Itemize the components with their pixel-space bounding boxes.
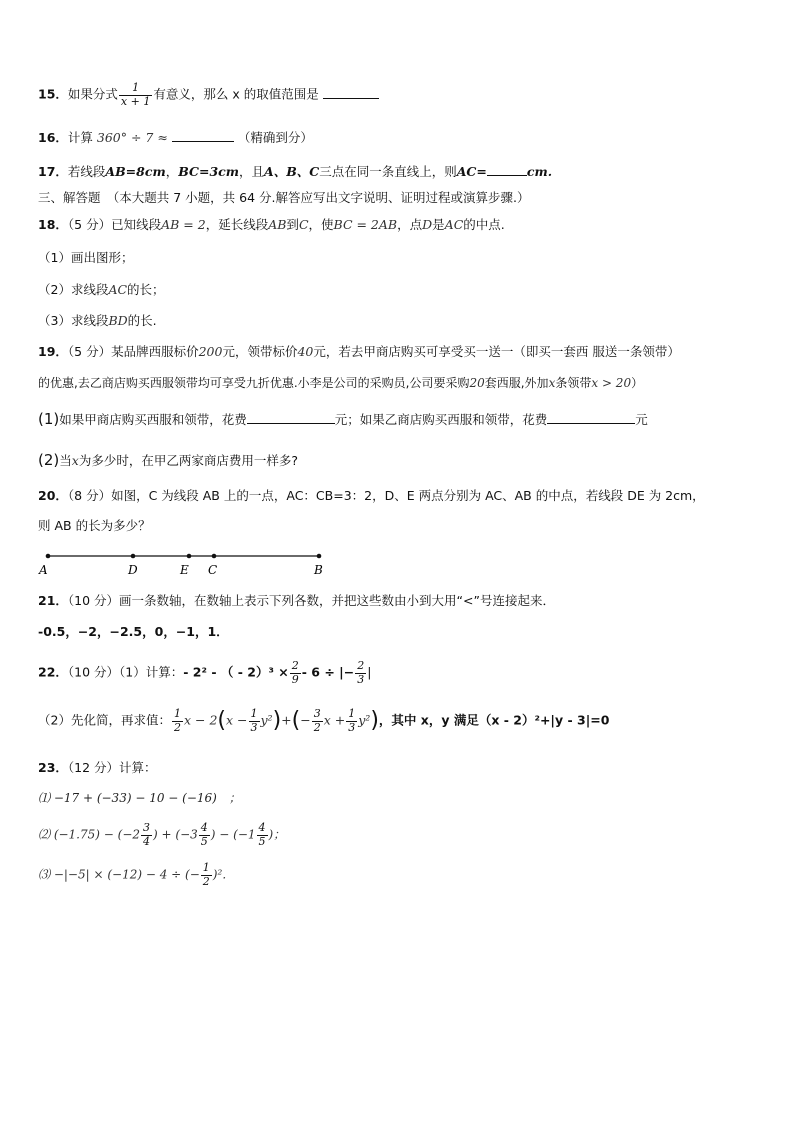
fraction-numerator: 2 — [291, 659, 299, 672]
fraction-numerator: 1 — [202, 861, 210, 874]
math-term: x + — [323, 712, 346, 728]
answer-blank[interactable] — [487, 174, 527, 176]
question-text: 为多少时，在甲乙两家商店费用一样多? — [78, 453, 298, 468]
unit: cm. — [526, 164, 553, 179]
sub-number: (1) — [38, 410, 60, 428]
question-15 — [38, 82, 379, 108]
math-term: )²． — [212, 867, 235, 882]
fraction — [290, 660, 301, 686]
math-term: ⑶ −|−5| × (−12) − 4 ÷ (− — [38, 867, 200, 882]
math-term: ⑵ (−1.75) − (−2 — [38, 827, 141, 842]
question-text: （12 分）计算： — [67, 760, 157, 775]
math-term: x − — [226, 712, 248, 728]
question-text: 如果甲商店购买西服和领带，花费 — [59, 412, 247, 427]
question-20-line-2: 则 AB 的长为多少？ — [38, 518, 151, 533]
question-text: 的长； — [127, 282, 165, 297]
question-22 — [38, 660, 371, 686]
fraction-denominator: x + 1 — [120, 94, 151, 108]
question-20 — [38, 490, 705, 503]
question-23-calc-2 — [38, 822, 285, 848]
fraction-denominator: 3 — [348, 720, 356, 734]
math-term: x — [548, 376, 556, 390]
question-text: ，点 — [397, 217, 423, 232]
question-number: 15． — [38, 86, 68, 102]
question-text: 元，若去甲商店购买可享受买一送一（即买一套西 服送一条领带） — [313, 344, 680, 359]
question-text: 是 — [432, 217, 445, 232]
segment-diagram — [36, 548, 336, 578]
fraction — [346, 708, 357, 734]
question-text: ，使 — [308, 217, 334, 232]
label-c: C — [208, 563, 218, 577]
question-23-calc-1: ⑴ −17 + (−33) − 10 − (−16) ； — [38, 791, 241, 805]
math-term: x — [71, 453, 79, 468]
question-number: 20． — [38, 488, 68, 503]
question-text: ， — [165, 164, 179, 179]
point-d — [131, 554, 136, 559]
fraction-denominator: 9 — [291, 672, 299, 686]
math-term: D — [422, 217, 433, 232]
fraction-denominator: 5 — [200, 834, 208, 848]
point-c — [212, 554, 217, 559]
question-18-sub-3 — [38, 315, 157, 328]
math-term: 200 — [198, 344, 223, 359]
left-paren: ( — [217, 708, 226, 734]
question-text: （10 分）（1）计算： — [67, 664, 184, 680]
point-b — [317, 554, 322, 559]
fraction-numerator: 1 — [119, 82, 152, 96]
fraction-denominator: 2 — [173, 720, 181, 734]
fraction — [201, 862, 212, 888]
math-term: − — [300, 712, 311, 728]
math-expression: | — [367, 664, 372, 680]
fraction-numerator: 1 — [173, 707, 181, 720]
math-term: AC — [108, 282, 128, 297]
fraction-numerator: 4 — [200, 821, 208, 834]
math-term: AB — [268, 217, 287, 232]
question-16 — [38, 132, 313, 145]
math-term: + — [281, 712, 292, 728]
label-a: A — [39, 563, 48, 577]
answer-blank[interactable] — [172, 140, 234, 142]
math-term: x − 2 — [183, 712, 218, 728]
question-21-numbers: -0.5，−2，−2.5，0，−1，1． — [38, 624, 229, 639]
question-text: ） — [631, 376, 644, 390]
question-text: （3）求线段 — [38, 313, 109, 328]
question-text: 的优惠,去乙商店购买西服领带均可享受九折优惠.小李是公司的采购员,公司要采购 — [38, 376, 470, 390]
question-number: 21． — [38, 593, 68, 608]
question-text: 条领带 — [555, 376, 592, 390]
question-text: 如果分式 — [67, 86, 118, 102]
fraction-denominator: 5 — [258, 834, 266, 848]
math-term: y² — [260, 712, 273, 728]
fraction — [199, 822, 210, 848]
question-text: ，其中 x，y 满足（x - 2）²+|y - 3|=0 — [378, 712, 610, 728]
question-19-line-2 — [38, 377, 643, 389]
fraction — [172, 708, 183, 734]
question-22-sub-2 — [38, 708, 609, 734]
label-e: E — [180, 563, 189, 577]
question-text: 若线段 — [67, 164, 106, 179]
fraction — [312, 708, 323, 734]
fraction — [355, 660, 366, 686]
question-text: （2）求线段 — [38, 282, 109, 297]
question-number: 16． — [38, 130, 68, 145]
sub-number: (2) — [38, 451, 60, 469]
question-text: （8 分）如图，C 为线段 AB 上的一点，AC：CB=3：2，D、E 两点分别为 AC、AB 的中点，若线段 DE 为 2cm， — [67, 488, 705, 503]
question-text: 有意义，那么 x 的取值范围是 — [153, 86, 319, 102]
math-term: ) − (−1 — [210, 827, 256, 842]
question-21 — [38, 595, 555, 608]
question-18 — [38, 219, 505, 232]
fraction-denominator: 3 — [357, 672, 365, 686]
question-note: （精确到分） — [237, 130, 313, 145]
fraction-numerator: 4 — [258, 821, 266, 834]
label-b: B — [314, 563, 323, 577]
answer-blank[interactable] — [547, 422, 635, 424]
question-text: 元；如果乙商店购买西服和领带，花费 — [334, 412, 548, 427]
question-text: 的中点. — [463, 217, 505, 232]
fraction — [257, 822, 268, 848]
math-term: 40 — [297, 344, 314, 359]
fraction-numerator: 1 — [250, 707, 258, 720]
fraction-numerator: 3 — [143, 821, 151, 834]
math-expression: - 2² - （ - 2）³ × — [183, 664, 289, 680]
math-term: BD — [108, 313, 128, 328]
question-23-calc-3 — [38, 862, 234, 888]
fraction-denominator: 3 — [250, 720, 258, 734]
answer-blank[interactable] — [323, 97, 379, 99]
question-number: 23． — [38, 760, 68, 775]
question-number: 22． — [38, 664, 68, 680]
right-paren: ) — [272, 708, 282, 734]
question-23 — [38, 762, 157, 775]
fraction-numerator: 3 — [313, 707, 321, 720]
question-19-sub-2 — [38, 453, 298, 468]
question-text: （5 分）某品牌西服标价 — [67, 344, 199, 359]
label-d: D — [128, 563, 138, 577]
question-text: 到 — [286, 217, 299, 232]
math-term: C — [298, 217, 309, 232]
math-term: BC = 2AB — [333, 217, 398, 232]
fraction-numerator: 1 — [348, 707, 356, 720]
fraction-numerator: 2 — [357, 659, 365, 672]
left-paren: ( — [291, 708, 301, 734]
question-19-sub-1 — [38, 412, 648, 427]
math-term: )； — [268, 827, 286, 842]
fraction — [141, 822, 152, 848]
question-19 — [38, 346, 680, 359]
math-term: AC= — [456, 164, 487, 179]
question-text: 当 — [59, 453, 72, 468]
question-text: 元 — [635, 412, 648, 427]
question-text: 套西服,外加 — [484, 376, 549, 390]
math-term: BC=3cm — [178, 164, 239, 179]
question-18-sub-2 — [38, 284, 165, 297]
math-expression: 360° ÷ 7 ≈ — [96, 130, 168, 145]
question-text: 元，领带标价 — [222, 344, 298, 359]
question-text: （2）先化简，再求值： — [38, 712, 171, 728]
question-number: 17． — [38, 164, 68, 179]
point-e — [187, 554, 192, 559]
question-text: ，延长线段 — [205, 217, 269, 232]
answer-blank[interactable] — [247, 422, 335, 424]
question-text: ，且 — [238, 164, 264, 179]
right-paren: ) — [370, 708, 379, 734]
question-text: （5 分）已知线段 — [67, 217, 162, 232]
math-term: AB = 2 — [161, 217, 206, 232]
math-term: 20 — [469, 376, 485, 390]
math-term: x > 20 — [591, 376, 632, 390]
fraction-denominator: 2 — [313, 720, 321, 734]
fraction — [119, 82, 152, 108]
question-17 — [38, 166, 552, 179]
question-text: 计算 — [67, 130, 93, 145]
section-heading: 三、解答题 （本大题共 7 小题，共 64 分.解答应写出文字说明、证明过程或演算步骤.） — [38, 190, 530, 205]
question-18-sub-1: （1）画出图形； — [38, 250, 134, 265]
question-text: 的长. — [127, 313, 157, 328]
math-term: AB=8cm — [105, 164, 166, 179]
question-text: （10 分）画一条数轴，在数轴上表示下列各数，并把这些数由小到大用“<”号连接起来． — [67, 593, 555, 608]
question-text: 三点在同一条直线上，则 — [319, 164, 457, 179]
math-term: ) + (−3 — [153, 827, 198, 842]
math-term: y² — [358, 712, 371, 728]
fraction — [249, 708, 260, 734]
math-term: AC — [444, 217, 464, 232]
question-number: 18． — [38, 217, 68, 232]
math-expression: - 6 ÷ |− — [301, 664, 355, 680]
fraction-denominator: 2 — [202, 874, 210, 888]
point-a — [46, 554, 51, 559]
question-number: 19． — [38, 344, 68, 359]
fraction-denominator: 4 — [143, 834, 151, 848]
math-term: A、B、C — [264, 164, 320, 179]
